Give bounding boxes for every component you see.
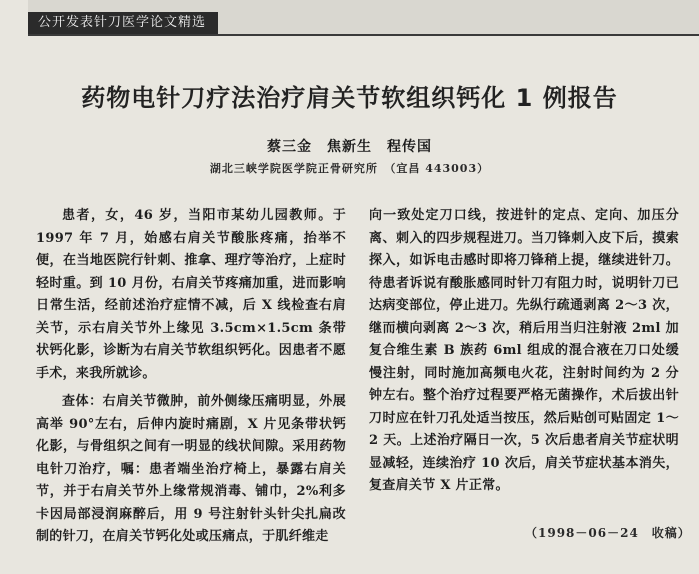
- case-history-paragraph: 患者，女，46 岁，当阳市某幼儿园教师。于 1997 年 7 月，始感右肩关节酸胀疼痛，抬举不便，在当地医院行针刺、推拿、理疗等治疗，上症时轻时重。到 10 月份，右肩关节疼痛加重，进而影响日常生活，经前述治疗症情不减，后 X 线检查右肩关节，示右肩关节外上缘见 3.5cm×1.5cm 条带状钙化影，诊断为右肩关节软组织钙化。因患者不愿手术，来我所就诊。: [36, 208, 346, 381]
- article-title: 药物电针刀疗法治疗肩关节软组织钙化 1 例报告: [81, 84, 618, 112]
- received-date: （1998－06－24 收稿）: [525, 526, 691, 540]
- article-authors: 蔡三金 焦新生 程传国: [267, 139, 432, 155]
- treatment-paragraph: 向一致处定刀口线，按进针的定点、定向、加压分离、刺入的四步规程进刀。当刀锋刺入皮下后，摸索探入，如诉电击感时即将刀锋稍上提，继续进针刀。待患者诉说有酸胀感同时针刀有阻力时，说明针刀已达病变部位，停止进刀。先纵行疏通剥离 2～3 次，继而横向剥离 2～3 次，稍后用当归注射液 2ml 加复合维生素 B 族药 6ml 组成的混合液在刀口处缓慢注射，同时施加高频电火花，注射时间约为 2 分钟左右。整个治疗过程要严格无菌操作，术后拔出针刀时应在针刀孔处适当按压，然后贴创可贴固定 1～2 天。上述治疗隔日一次，5 次后患者肩关节症状明显减轻，连续治疗 10 次后，肩关节症状基本消失，复查肩关节 X 片正常。: [369, 208, 679, 493]
- left-column: [36, 205, 346, 549]
- examination-paragraph: 查体：右肩关节微肿，前外侧缘压痛明显，外展高举 90°左右，后伸内旋时痛剧，X 片见条带状钙化影，与骨组织之间有一明显的线状间隙。采用药物电针刀治疗，嘱：患者端坐治疗椅上，暴露右肩关节，并于右肩关节外上缘常规消毒、铺巾，2%利多卡因局部浸润麻醉后，用 9 号注射针头针尖扎扁改制的针刀，在肩关节钙化处或压痛点，于肌纤维走: [36, 394, 346, 544]
- article-affiliation: 湖北三峡学院医学院正骨研究所 （宜昌 443003）: [209, 162, 490, 175]
- right-column: [369, 205, 679, 498]
- section-label: 公开发表针刀医学论文精选: [28, 12, 218, 34]
